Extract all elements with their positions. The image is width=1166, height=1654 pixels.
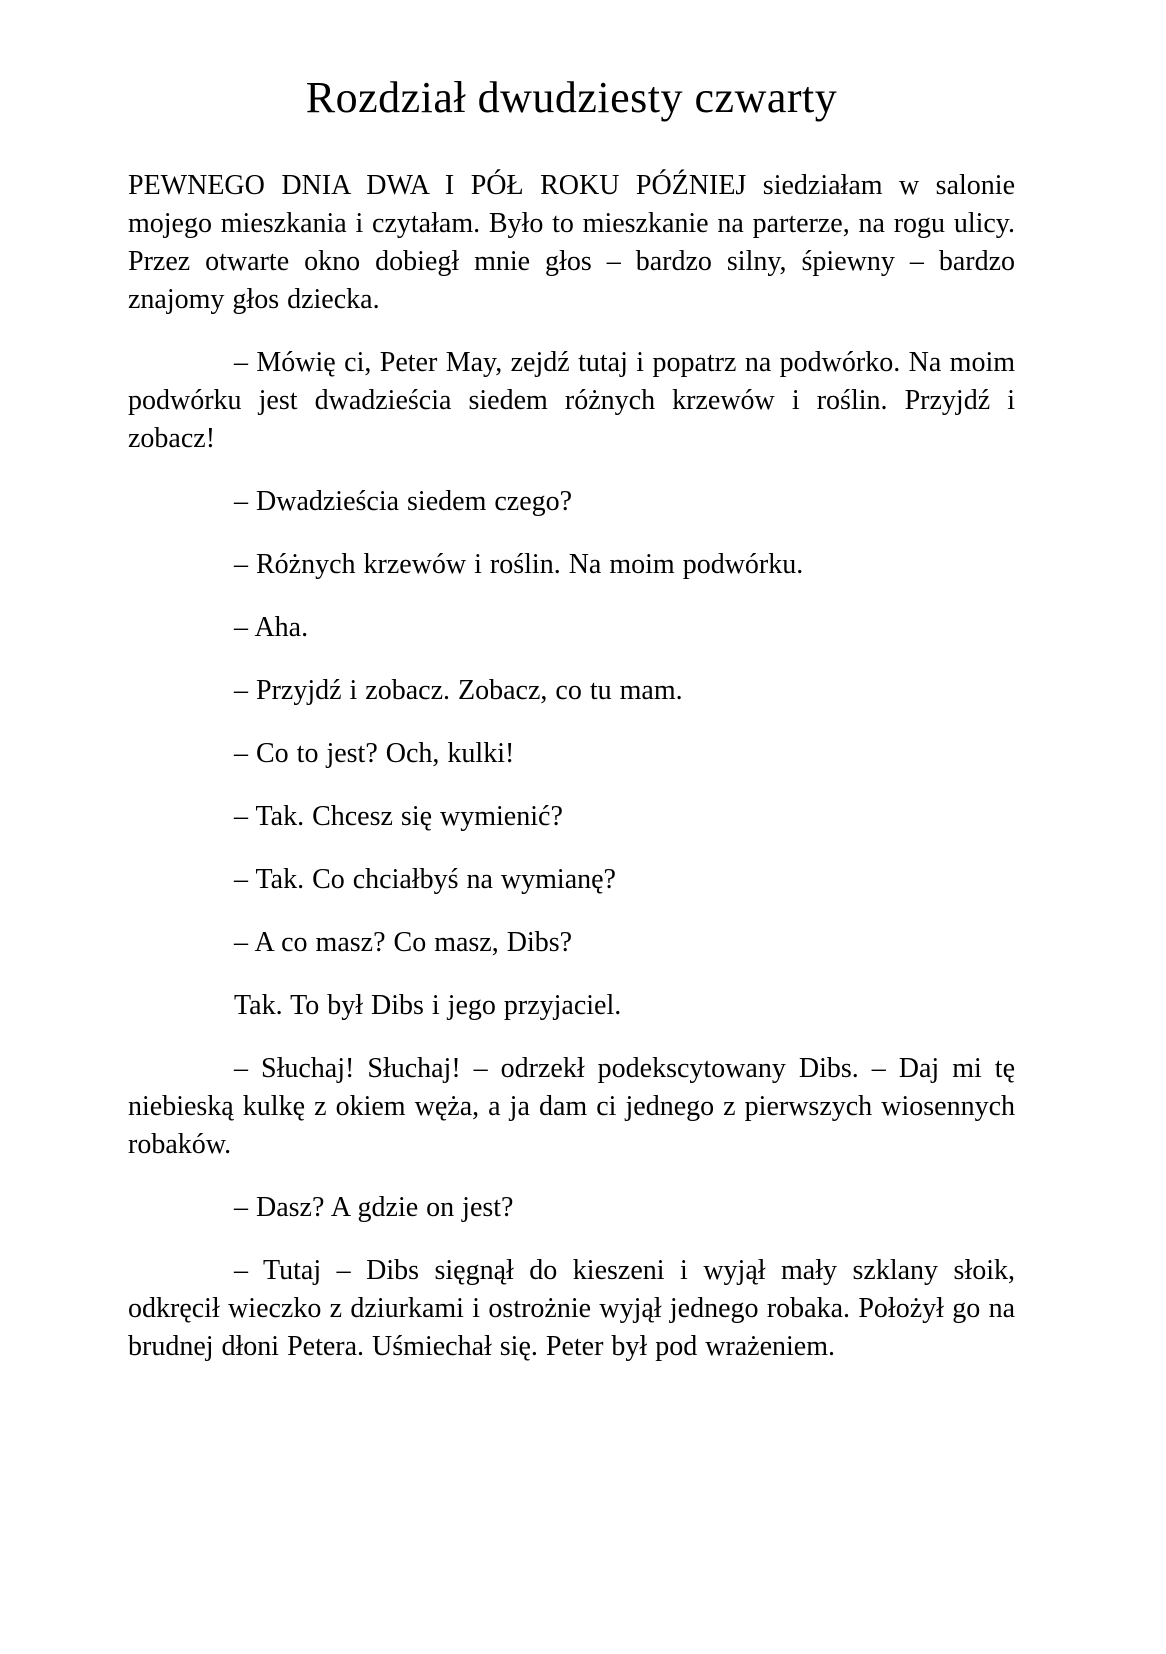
paragraph: Tak. To był Dibs i jego przyjaciel. [234, 989, 622, 1021]
paragraph: – Tak. Chcesz się wymienić? [234, 800, 563, 832]
paragraph: – Tutaj – Dibs sięgnął do kieszeni i wyjął mały szklany słoik, odkręcił wieczko z dziurkami i ostrożnie wyjął jednego robaka. Położył go na brudnej dłoni Petera. Uśmiechał się. Peter był pod wrażeniem. [128, 1254, 1015, 1362]
paragraph: – Dasz? A gdzie on jest? [234, 1191, 514, 1223]
paragraph: – Słuchaj! Słuchaj! – odrzekł podekscytowany Dibs. – Daj mi tę niebieską kulkę z okiem węża, a ja dam ci jednego z pierwszych wiosennych robaków. [128, 1052, 1015, 1160]
paragraph: – Tak. Co chciałbyś na wymianę? [234, 863, 616, 895]
paragraph: – Co to jest? Och, kulki! [234, 737, 515, 769]
paragraph: – Przyjdź i zobacz. Zobacz, co tu mam. [234, 674, 683, 706]
paragraph: – Różnych krzewów i roślin. Na moim podwórku. [234, 548, 804, 580]
paragraph: – Mówię ci, Peter May, zejdź tutaj i popatrz na podwórko. Na moim podwórku jest dwadzieścia siedem różnych krzewów i roślin. Przyjdź i zobacz! [128, 346, 1015, 454]
paragraph: – Dwadzieścia siedem czego? [234, 485, 573, 517]
chapter-title: Rozdział dwudziesty czwarty [305, 73, 838, 122]
chapter-body [128, 167, 1015, 1366]
paragraph: – Aha. [234, 611, 309, 643]
paragraph: – A co masz? Co masz, Dibs? [234, 926, 573, 958]
paragraph: PEWNEGO DNIA DWA I PÓŁ ROKU PÓŹNIEJ siedziałam w salonie mojego mieszkania i czytałam. Było to mieszkanie na parterze, na rogu ulicy. Przez otwarte okno dobiegł mnie głos – bardzo silny, śpiewny – bardzo znajomy głos dziecka. [128, 169, 1015, 315]
